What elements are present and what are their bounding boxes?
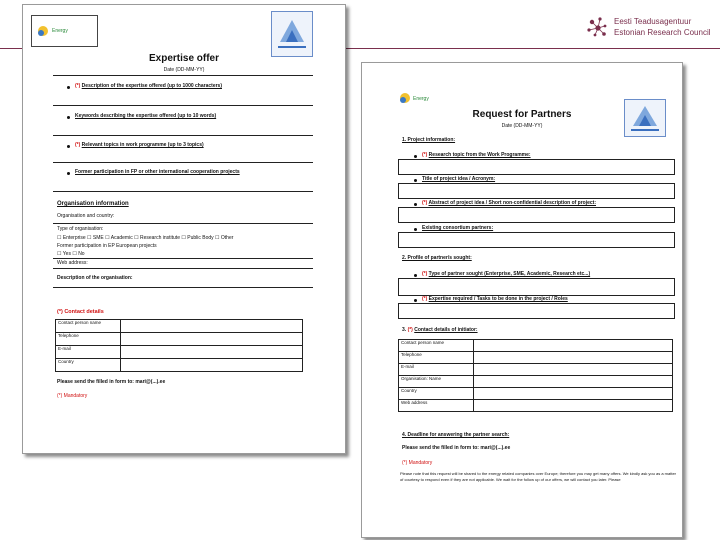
mandatory-note: (*) Mandatory xyxy=(57,393,88,399)
mandatory-note: (*) Mandatory xyxy=(402,460,433,466)
title-rule xyxy=(53,75,313,76)
contact-cell-label: Organisation: Name xyxy=(399,376,474,388)
bullet-item: (*) Research topic from the Work Programme: xyxy=(422,152,531,158)
contact-cell-value[interactable] xyxy=(121,346,303,359)
section-1-heading: 1. Project information: xyxy=(402,137,456,143)
send-instruction: Please send the filled in form to: mari@(...).ee xyxy=(57,379,166,385)
bullet xyxy=(414,155,417,158)
bullet-item: (*) Description of the expertise offered (up to 1000 characters) xyxy=(75,83,222,89)
contact-cell-value[interactable] xyxy=(121,359,303,372)
bullet-item: Title of project idea / Acronym: xyxy=(422,176,496,182)
contact-cell-value[interactable] xyxy=(474,388,673,400)
contact-cell-label: Contact person name xyxy=(56,320,121,333)
answer-line xyxy=(53,105,313,106)
section-2-heading: 2. Profile of partner/s sought: xyxy=(402,255,472,261)
energy-logo-icon xyxy=(36,24,50,38)
consortium-field[interactable] xyxy=(398,232,675,248)
brand-subtitle: Estonian Research Council xyxy=(614,28,711,37)
energy-logo xyxy=(31,15,98,47)
org-type-label: Type of organisation: xyxy=(57,226,104,232)
bullet-item: Keywords describing the expertise offered (up to 10 words) xyxy=(75,113,217,119)
contact-cell-value[interactable] xyxy=(474,364,673,376)
document-date: Date (DD-MM-YY) xyxy=(501,123,543,129)
contact-cell-label: Country xyxy=(56,359,121,372)
bullet xyxy=(414,179,417,182)
answer-line xyxy=(53,268,313,269)
section-heading: Organisation information xyxy=(57,201,129,207)
bullet-item: (*) Expertise required / Tasks to be done in the project / Roles xyxy=(422,296,568,302)
bullet xyxy=(414,274,417,277)
document-title: Expertise offer xyxy=(148,53,220,64)
request-for-partners-document xyxy=(361,62,683,538)
energy-logo-text: Energy xyxy=(413,96,429,102)
former-participation-label: Former participation in EP European projects xyxy=(57,243,157,249)
answer-line xyxy=(53,223,313,224)
contact-heading: (*) Contact details xyxy=(57,309,104,315)
document-date: Date (DD-MM-YY) xyxy=(163,67,205,73)
bullet xyxy=(414,299,417,302)
project-title-field[interactable] xyxy=(398,183,675,199)
bullet xyxy=(414,228,417,231)
contact-table xyxy=(398,339,673,412)
section-3-heading: 3. (*) Contact details of initiator: xyxy=(402,327,478,333)
bullet-item: Former participation in FP or other international cooperation projects xyxy=(75,169,240,175)
contact-cell-label: Country xyxy=(399,388,474,400)
expertise-offer-document xyxy=(22,4,346,454)
contact-cell-value[interactable] xyxy=(474,340,673,352)
bullet-item: (*) Abstract of project idea / Short non-confidential description of project: xyxy=(422,200,597,206)
contact-cell-value[interactable] xyxy=(121,320,303,333)
bullet xyxy=(67,172,70,175)
bullet xyxy=(67,116,70,119)
research-council-logo-icon xyxy=(584,14,612,42)
send-instruction: Please send the filled in form to: mari@(...).ee xyxy=(402,445,511,451)
brand-block xyxy=(584,12,716,46)
contact-cell-label: Telephone xyxy=(56,333,121,346)
energy-logo-text: Energy xyxy=(52,28,68,34)
contact-cell-label: E-mail xyxy=(56,346,121,359)
answer-line xyxy=(53,287,313,288)
energy-logo-icon xyxy=(398,91,412,105)
abstract-field[interactable] xyxy=(398,207,675,223)
bullet-item: Existing consortium partners: xyxy=(422,225,494,231)
energy-logo xyxy=(398,91,438,107)
bullet xyxy=(414,203,417,206)
courtesy-note: Please note that this request will be shared to the energy related companies over Europe; therefore you may get many offers. We kindly ask you as a matter of courtesy to respond even if they are not applicable. We wait for the follow up of our offers, we will contact you later. Please xyxy=(400,471,676,482)
contact-cell-label: Telephone xyxy=(399,352,474,364)
org-type-options[interactable]: ☐ Enterprise ☐ SME ☐ Academic ☐ Research institute ☐ Public Body ☐ Other xyxy=(57,235,234,241)
fp7-logo-icon xyxy=(271,11,313,57)
contact-cell-value[interactable] xyxy=(474,352,673,364)
contact-cell-label: E-mail xyxy=(399,364,474,376)
bullet xyxy=(67,86,70,89)
bullet-item: (*) Type of partner sought (Enterprise, SME, Academic, Research etc...) xyxy=(422,271,591,277)
answer-line xyxy=(53,135,313,136)
research-topic-field[interactable] xyxy=(398,159,675,175)
org-name-label: Organisation and country: xyxy=(57,213,115,219)
answer-line xyxy=(53,191,313,192)
yes-no-options[interactable]: ☐ Yes ☐ No xyxy=(57,251,85,257)
bullet xyxy=(67,145,70,148)
contact-cell-value[interactable] xyxy=(474,400,673,412)
answer-line xyxy=(53,258,313,259)
bullet-item: (*) Relevant topics in work programme (up to 3 topics) xyxy=(75,142,204,148)
partner-type-field[interactable] xyxy=(398,278,675,296)
contact-cell-value[interactable] xyxy=(121,333,303,346)
expertise-field[interactable] xyxy=(398,303,675,319)
document-title: Request for Partners xyxy=(472,109,572,120)
contact-table xyxy=(55,319,303,372)
contact-cell-label: Contact person name xyxy=(399,340,474,352)
org-description-label: Description of the organisation: xyxy=(57,275,133,281)
web-address-label: Web address: xyxy=(57,260,88,266)
contact-cell-label: Web address xyxy=(399,400,474,412)
contact-cell-value[interactable] xyxy=(474,376,673,388)
section-4-heading: 4. Deadline for answering the partner search: xyxy=(402,432,510,438)
brand-name: Eesti Teadusagentuur xyxy=(614,17,692,26)
answer-line xyxy=(53,162,313,163)
